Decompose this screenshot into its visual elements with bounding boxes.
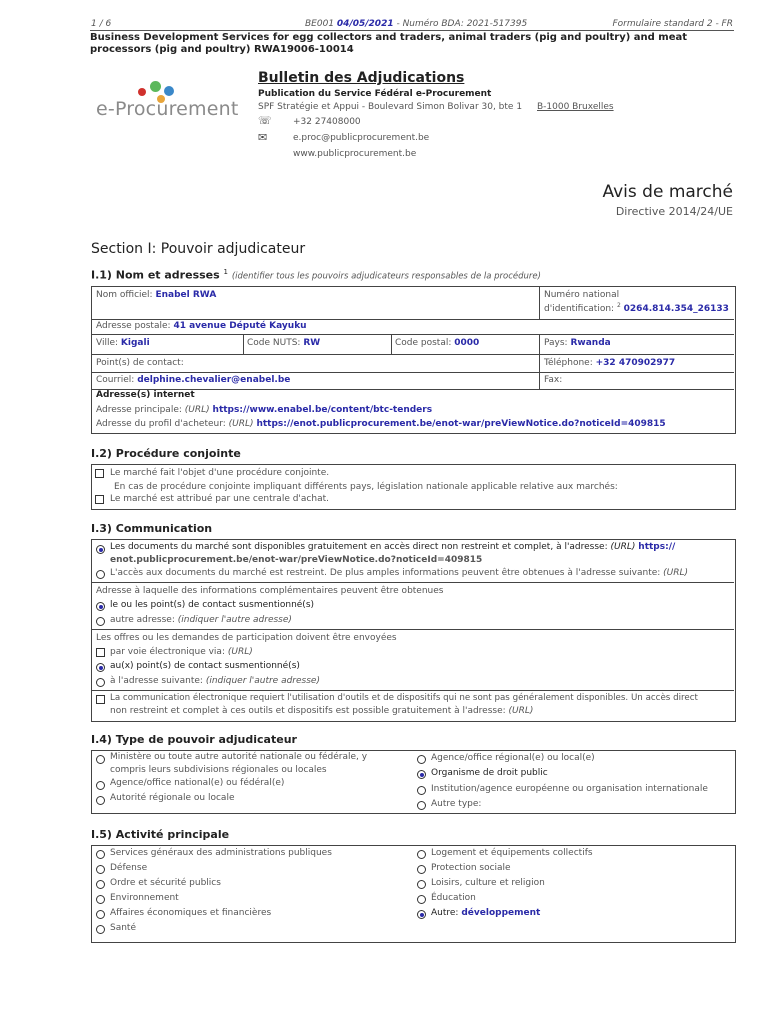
activity-defense-radio[interactable] [96, 865, 105, 874]
bulletin-address: SPF Stratégie et Appui - Boulevard Simon Bolivar 30, bte 1 [258, 102, 523, 112]
adresse-principale [96, 405, 432, 415]
tel-label: Téléphone: [544, 358, 593, 368]
heading-i1-note: (identifier tous les pouvoirs adjudicateurs responsables de la procédure) [231, 271, 541, 282]
bulletin-subtitle: Publication du Service Fédéral e-Procurement [258, 89, 492, 99]
courriel-label: Courriel: [96, 375, 135, 385]
tel-value: +32 470902977 [595, 358, 676, 368]
activity-general-services-radio[interactable] [96, 850, 105, 859]
bulletin-title: Bulletin des Adjudications [258, 70, 465, 86]
activity-other-text: Autre: [431, 908, 459, 918]
elec-tools-text: non restreint et complet à ces outils et dispositifs est possible gratuitement à l'adresse: [110, 706, 506, 716]
table-i5 [91, 845, 736, 943]
col-divider [243, 334, 244, 354]
telephone [544, 358, 675, 368]
code-postal [395, 338, 479, 348]
type-regional-agency-label: Agence/office régional(e) ou local(e) [431, 753, 595, 763]
cp-label: Code postal: [395, 338, 452, 348]
heading-i5: I.5) Activité principale [91, 828, 230, 841]
nom-label: Nom officiel: [96, 290, 153, 300]
activity-economic-label: Affaires économiques et financières [110, 908, 272, 918]
bulletin-phone: +32 27408000 [293, 117, 361, 127]
url-tag: (URL) [508, 706, 534, 716]
bulletin-web[interactable]: www.publicprocurement.be [293, 149, 417, 159]
offres-electronic-checkbox[interactable] [96, 648, 105, 657]
docs-free-text: Les documents du marché sont disponibles gratuitement en accès direct non restreint et complet, à l'adresse: [110, 542, 608, 552]
activity-leisure-radio[interactable] [417, 880, 426, 889]
type-regional-agency-radio[interactable] [417, 755, 426, 764]
fax-phone-icon: ☏ [258, 114, 272, 127]
row-divider [91, 582, 734, 583]
elec-tools-line2 [110, 706, 533, 716]
url-tag: (URL) [227, 647, 253, 657]
docs-restricted-label [110, 568, 688, 578]
info-contact-radio[interactable] [96, 602, 105, 611]
info-contact-label: le ou les point(s) de contact susmentionné(s) [110, 600, 315, 610]
directive: Directive 2014/24/UE [615, 205, 733, 218]
bulletin-email[interactable]: e.proc@publicprocurement.be [293, 133, 430, 143]
section-title: Section I: Pouvoir adjudicateur [91, 241, 306, 257]
row-divider [91, 319, 734, 320]
heading-i2: I.2) Procédure conjointe [91, 447, 241, 460]
central-purchasing-checkbox[interactable] [95, 495, 104, 504]
url-tag: (URL) [228, 419, 254, 429]
type-eu-institution-label: Institution/agence européenne ou organisation internationale [431, 784, 708, 794]
bulletin-city[interactable]: B-1000 Bruxelles [537, 102, 614, 112]
activity-health-label: Santé [110, 923, 136, 933]
principale-value[interactable]: https://www.enabel.be/content/btc-tenders [212, 405, 433, 415]
document-title: Business Development Services for egg collectors and traders, animal traders (pig and poultry) and meat processors (pig and poultry) RWA19006-10014 [90, 32, 688, 55]
heading-i1 [91, 268, 541, 282]
adresse-postale [96, 321, 307, 331]
pays [544, 338, 611, 348]
type-regional-authority-label: Autorité régionale ou locale [110, 793, 235, 803]
pays-label: Pays: [544, 338, 568, 348]
row-divider [91, 354, 734, 355]
elec-tools-checkbox[interactable] [96, 695, 105, 704]
principale-label: Adresse principale: [96, 405, 182, 415]
nom-value: Enabel RWA [155, 290, 217, 300]
offres-address-note: (indiquer l'autre adresse) [205, 676, 320, 686]
offres-address-label [110, 676, 320, 686]
docs-restricted-text: L'accès aux documents du marché est restreint. De plus amples informations peuvent être obtenues à l'adresse suivante: [110, 568, 661, 578]
row-divider [91, 334, 734, 335]
footnote-mark: 1 [223, 268, 228, 276]
row-divider [91, 690, 734, 691]
type-public-body-label: Organisme de droit public [431, 768, 548, 778]
activity-housing-label: Logement et équipements collectifs [431, 848, 593, 858]
activity-other-value: développement [461, 908, 541, 918]
cp-value: 0000 [454, 338, 480, 348]
nuts-label: Code NUTS: [247, 338, 301, 348]
activity-housing-radio[interactable] [417, 850, 426, 859]
central-purchasing-label: Le marché est attribué par une centrale d'achat. [110, 494, 329, 504]
header-divider [90, 30, 734, 31]
heading-i4: I.4) Type de pouvoir adjudicateur [91, 733, 297, 746]
url-tag: (URL) [184, 405, 210, 415]
docs-restricted-radio[interactable] [96, 570, 105, 579]
courriel [96, 375, 290, 385]
type-ministry-label-2: compris leurs subdivisions régionales ou locales [110, 765, 327, 775]
col-divider [539, 334, 540, 390]
type-ministry-radio[interactable] [96, 755, 105, 764]
activity-social-label: Protection sociale [431, 863, 511, 873]
offres-electronic-text: par voie électronique via: [110, 647, 225, 657]
nuts-value: RW [303, 338, 321, 348]
info-other-label [110, 615, 292, 625]
type-other-radio[interactable] [417, 801, 426, 810]
url-tag: (URL) [610, 542, 636, 552]
joint-law-label: En cas de procédure conjointe impliquant différents pays, législation nationale applicable relative aux marchés: [114, 482, 618, 492]
type-ministry-label: Ministère ou toute autre autorité nationale ou fédérale, y [110, 752, 368, 762]
activity-public-order-radio[interactable] [96, 880, 105, 889]
joint-procedure-checkbox[interactable] [95, 469, 104, 478]
docs-free-radio[interactable] [96, 545, 105, 554]
activity-education-label: Éducation [431, 893, 476, 903]
natid-label: Numéro national [544, 290, 620, 300]
activity-environment-label: Environnement [110, 893, 179, 903]
info-other-note: (indiquer l'autre adresse) [177, 615, 292, 625]
adresse-label: Adresse postale: [96, 321, 171, 331]
profil-value[interactable]: https://enot.publicprocurement.be/enot-war/preViewNotice.do?noticeId=409815 [256, 419, 666, 429]
joint-procedure-label: Le marché fait l'objet d'une procédure conjointe. [110, 468, 330, 478]
info-other-radio[interactable] [96, 617, 105, 626]
activity-public-order-label: Ordre et sécurité publics [110, 878, 221, 888]
type-regional-authority-radio[interactable] [96, 796, 105, 805]
profil-label: Adresse du profil d'acheteur: [96, 419, 226, 429]
logo-text: e-Procurement [96, 98, 239, 120]
offres-contact-radio[interactable] [96, 663, 105, 672]
fax-label: Fax: [544, 375, 563, 385]
row-divider [91, 629, 734, 630]
info-other-text: autre adresse: [110, 615, 175, 625]
natid [544, 302, 729, 314]
natid-label2: d'identification: [544, 304, 615, 314]
ref-suffix: - Numéro BDA: 2021-517395 [396, 19, 528, 29]
activity-general-services-label: Services généraux des administrations publiques [110, 848, 332, 858]
natid-value: 0264.814.354_26133 [623, 304, 729, 314]
courriel-value[interactable]: delphine.chevalier@enabel.be [137, 375, 291, 385]
activity-leisure-label: Loisirs, culture et religion [431, 878, 545, 888]
ville-value: Kigali [120, 338, 150, 348]
offres-title: Les offres ou les demandes de participation doivent être envoyées [96, 633, 397, 643]
type-eu-institution-radio[interactable] [417, 786, 426, 795]
natid-sup: 2 [616, 302, 621, 309]
activity-environment-radio[interactable] [96, 895, 105, 904]
ville-label: Ville: [96, 338, 119, 348]
reference [305, 19, 527, 29]
activity-other-radio[interactable] [417, 910, 426, 919]
offres-electronic-label [110, 647, 253, 657]
activity-health-radio[interactable] [96, 925, 105, 934]
activity-social-radio[interactable] [417, 865, 426, 874]
offres-contact-label: au(x) point(s) de contact susmentionné(s) [110, 661, 300, 671]
activity-economic-radio[interactable] [96, 910, 105, 919]
activity-other-label [431, 908, 540, 918]
adresse-value: 41 avenue Député Kayuku [173, 321, 307, 331]
profil-acheteur [96, 419, 666, 429]
col-divider [391, 334, 392, 354]
type-national-agency-radio[interactable] [96, 781, 105, 790]
point-contact-label: Point(s) de contact: [96, 358, 184, 368]
offres-address-text: à l'adresse suivante: [110, 676, 203, 686]
info-title: Adresse à laquelle des informations complémentaires peuvent être obtenues [96, 586, 444, 596]
code-nuts [247, 338, 320, 348]
internet-heading: Adresse(s) internet [96, 390, 195, 400]
offres-address-radio[interactable] [96, 678, 105, 687]
form-type: Formulaire standard 2 - FR [612, 19, 733, 29]
activity-defense-label: Défense [110, 863, 148, 873]
type-other-label: Autre type: [431, 799, 482, 809]
activity-education-radio[interactable] [417, 895, 426, 904]
row-divider [91, 372, 734, 373]
notice-title: Avis de marché [602, 182, 733, 202]
type-public-body-radio[interactable] [417, 770, 426, 779]
url-tag: (URL) [663, 568, 689, 578]
heading-i3: I.3) Communication [91, 522, 213, 535]
docs-url-2[interactable]: enot.publicprocurement.be/enot-war/preViewNotice.do?noticeId=409815 [110, 555, 483, 565]
ville [96, 338, 150, 348]
docs-url-1[interactable]: https:// [638, 542, 676, 552]
page-number: 1 / 6 [91, 19, 112, 29]
ref-date: 04/05/2021 [336, 19, 394, 29]
docs-free-label [110, 542, 675, 552]
heading-i1-label: I.1) Nom et adresses [91, 268, 220, 282]
elec-tools-line1: La communication électronique requiert l'utilisation d'outils et de dispositifs qui ne sont pas généralement disponibles. Un accès direct [110, 693, 698, 703]
type-national-agency-label: Agence/office national(e) ou fédéral(e) [110, 778, 285, 788]
ref-prefix: BE001 [305, 19, 335, 29]
col-divider [539, 286, 540, 320]
nom-officiel [96, 290, 216, 300]
pays-value: Rwanda [570, 338, 611, 348]
envelope-icon: ✉ [258, 131, 268, 144]
